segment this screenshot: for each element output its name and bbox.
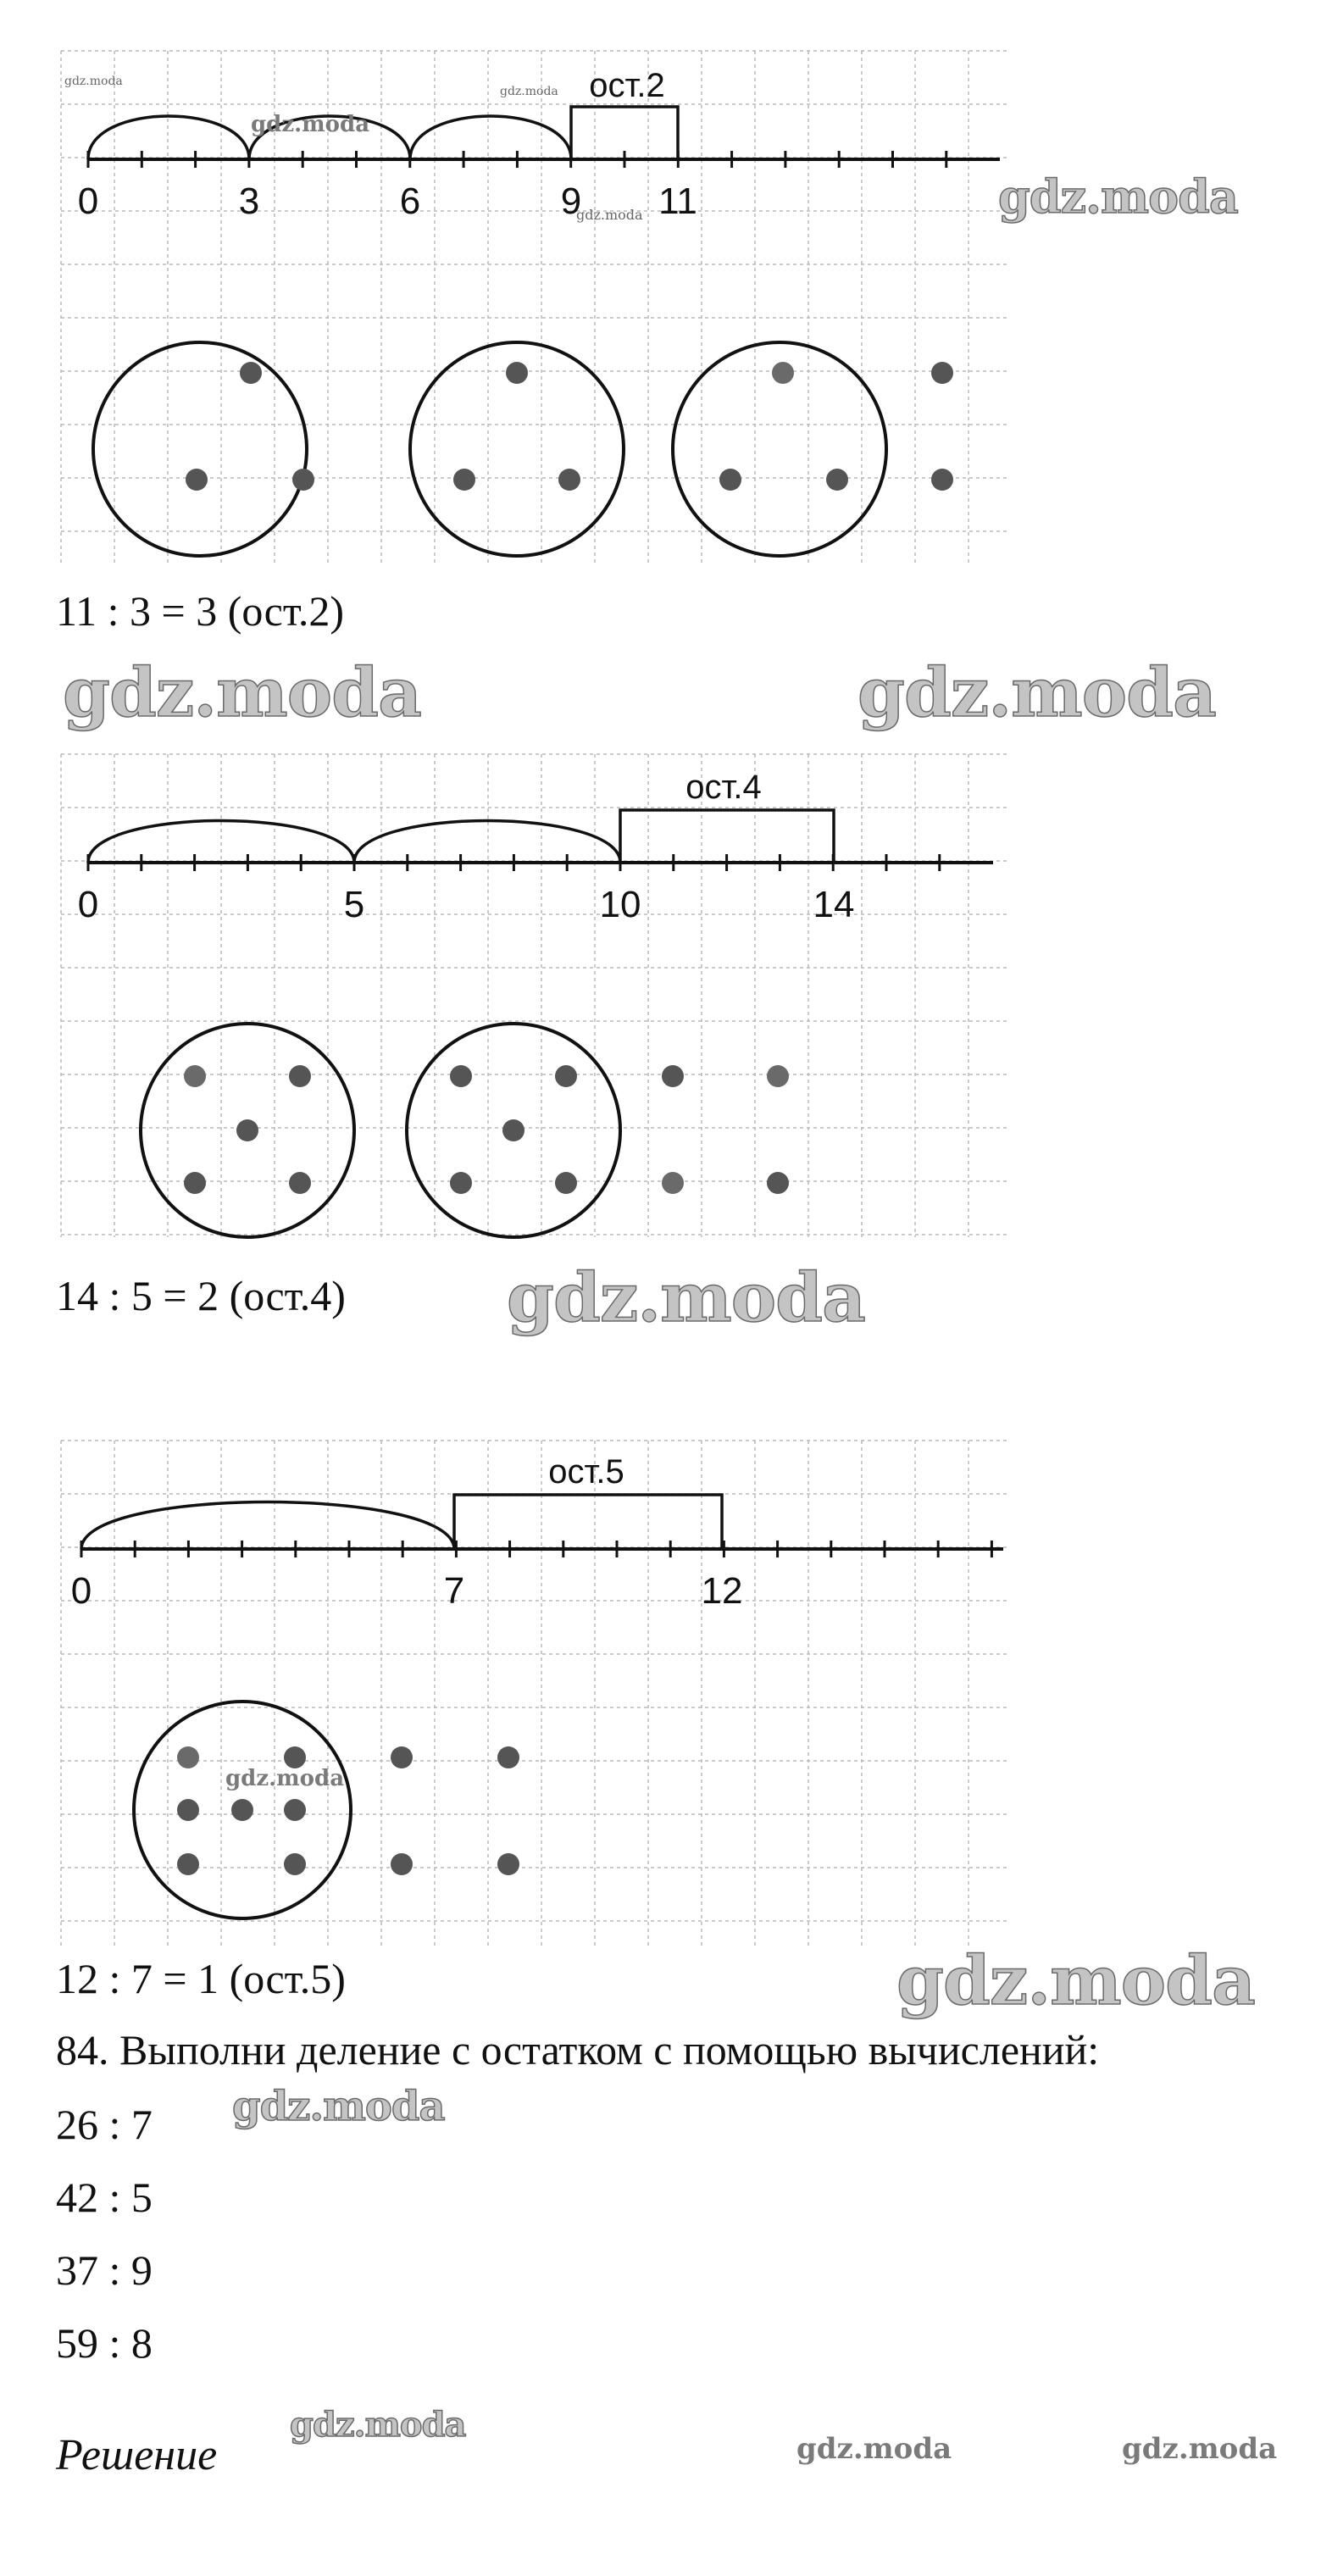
dot	[184, 1172, 206, 1194]
dot	[931, 469, 953, 491]
figure-1-canvas	[0, 25, 1332, 576]
dot	[453, 469, 475, 491]
dot	[450, 1065, 472, 1087]
task-item: 59 : 8	[56, 2319, 153, 2367]
task-item: 42 : 5	[56, 2174, 153, 2221]
watermark: gdz.moda	[998, 169, 1238, 224]
jump-arc	[88, 116, 249, 159]
watermark: gdz.moda	[290, 2405, 466, 2445]
tick-label: 3	[238, 180, 260, 222]
dot	[826, 469, 848, 491]
watermark: gdz.moda	[1122, 2432, 1278, 2466]
task-title: 84. Выполни деление с остатком с помощью вычислений:	[56, 2026, 1100, 2074]
remainder-label: ост.4	[685, 769, 762, 806]
dot	[391, 1746, 413, 1768]
tick-label: 10	[599, 884, 641, 925]
tick-label: 14	[813, 884, 855, 925]
number-line	[71, 1453, 1003, 1612]
equation-3: 12 : 7 = 1 (ост.5)	[56, 1955, 346, 2002]
dot	[662, 1065, 684, 1087]
group-circles	[141, 1024, 620, 1237]
dot	[184, 1065, 206, 1087]
watermark: gdz.moda	[225, 1766, 345, 1791]
dot	[767, 1065, 789, 1087]
grid	[61, 754, 1007, 1237]
group-circle	[93, 342, 307, 556]
dot	[719, 469, 741, 491]
tick-label: 5	[343, 884, 365, 925]
dot	[391, 1853, 413, 1875]
group-circles	[93, 342, 886, 556]
dot	[502, 1119, 524, 1141]
number-line	[78, 769, 993, 925]
watermark: gdz.moda	[896, 1940, 1255, 2020]
dot	[289, 1065, 311, 1087]
figure-1	[0, 25, 1332, 576]
dot	[497, 1853, 519, 1875]
watermark: gdz.moda	[232, 2083, 445, 2130]
tick-label: 0	[77, 884, 99, 925]
tick-label: 0	[77, 180, 99, 222]
dot	[284, 1799, 306, 1821]
jump-arc	[354, 821, 620, 863]
dot	[558, 469, 580, 491]
dot	[186, 469, 208, 491]
figure-3-canvas	[0, 1415, 1332, 1957]
counter-dots	[186, 362, 953, 491]
tick-label: 0	[70, 1570, 92, 1612]
dot	[240, 362, 262, 384]
tick-label: 12	[701, 1570, 743, 1612]
watermark: gdz.moda	[63, 652, 421, 732]
watermark: gdz.moda	[251, 112, 370, 137]
dot	[177, 1746, 199, 1768]
tick-label: 9	[560, 180, 582, 222]
dot	[555, 1065, 577, 1087]
dot	[555, 1172, 577, 1194]
figure-3	[0, 1415, 1332, 1957]
grid	[61, 1441, 1007, 1949]
watermark: gdz.moda	[796, 2432, 952, 2466]
dot	[231, 1799, 253, 1821]
equation-2: 14 : 5 = 2 (ост.4)	[56, 1272, 346, 1319]
dot	[506, 362, 528, 384]
tick-label: 7	[443, 1570, 465, 1612]
jump-arc	[81, 1502, 454, 1550]
dot	[662, 1172, 684, 1194]
remainder-label: ост.2	[589, 67, 665, 104]
solution-label: Решение	[56, 2431, 218, 2479]
dot	[284, 1853, 306, 1875]
watermark: gdz.moda	[576, 207, 643, 223]
tick-label: 11	[658, 180, 697, 222]
dot	[767, 1172, 789, 1194]
watermark: gdz.moda	[500, 85, 558, 98]
figure-2-canvas	[0, 729, 1332, 1246]
figure-2	[0, 729, 1332, 1246]
dot	[772, 362, 794, 384]
dot	[497, 1746, 519, 1768]
equation-1: 11 : 3 = 3 (ост.2)	[56, 587, 345, 635]
dot	[236, 1119, 258, 1141]
task-item: 37 : 9	[56, 2246, 153, 2294]
watermark: gdz.moda	[857, 652, 1216, 732]
watermark: gdz.moda	[64, 75, 123, 88]
remainder-label: ост.5	[548, 1453, 624, 1491]
dot	[450, 1172, 472, 1194]
tick-label: 6	[399, 180, 421, 222]
dot	[292, 469, 314, 491]
task-item: 26 : 7	[56, 2101, 153, 2148]
dot	[177, 1853, 199, 1875]
watermark: gdz.moda	[507, 1257, 865, 1337]
remainder-bracket	[454, 1495, 722, 1549]
dot	[931, 362, 953, 384]
dot	[289, 1172, 311, 1194]
dot	[177, 1799, 199, 1821]
